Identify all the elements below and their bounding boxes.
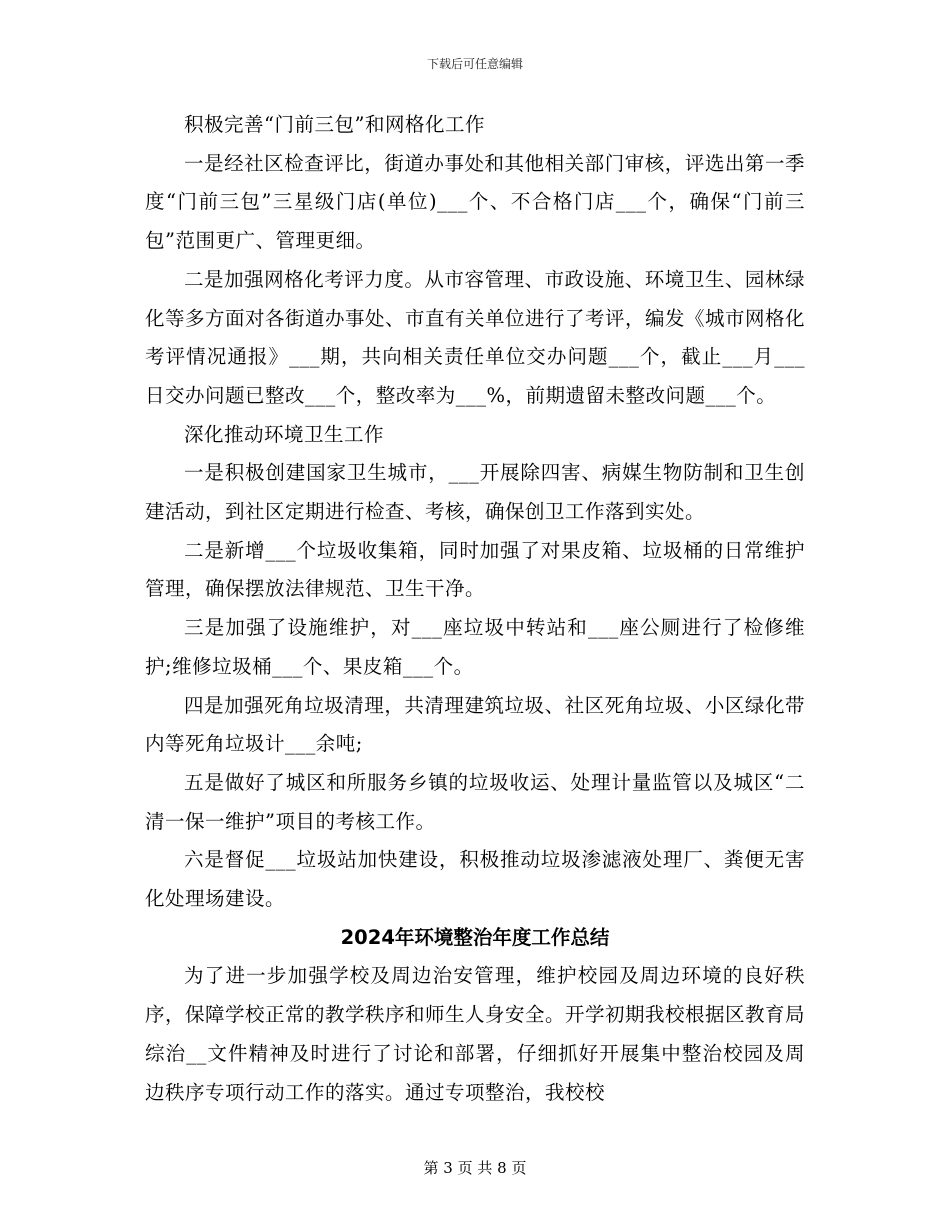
paragraph: 四是加强死角垃圾清理，共清理建筑垃圾、社区死角垃圾、小区绿化带内等死角垃圾计___余吨; xyxy=(145,693,805,756)
paragraph: 二是加强网格化考评力度。从市容管理、市政设施、环境卫生、园林绿化等多方面对各街道办事处、市直有关单位进行了考评，编发《城市网格化考评情况通报》___期，共向相关责任单位交办问题___个，截止___月___日交办问题已整改___个，整改率为___%，前期遗留未整改问题___个。 xyxy=(145,267,806,407)
paragraph: 五是做好了城区和所服务乡镇的垃圾收运、处理计量监管以及城区“二清一保一维护”项目的考核工作。 xyxy=(145,770,805,833)
paragraph: 三是加强了设施维护，对___座垃圾中转站和___座公厕进行了检修维护;维修垃圾桶___个、果皮箱___个。 xyxy=(145,616,805,678)
paragraph: 一是积极创建国家卫生城市，___开展除四害、病媒生物防制和卫生创建活动，到社区定期进行检查、考核，确保创卫工作落到实处。 xyxy=(145,461,805,524)
paragraph-heading-1: 积极完善“门前三包”和网格化工作 xyxy=(184,113,485,136)
paragraph-heading-2: 深化推动环境卫生工作 xyxy=(184,422,385,446)
page-number: 第 3 页 共 8 页 xyxy=(423,1159,527,1177)
paragraph: 为了进一步加强学校及周边治安管理，维护校园及周边环境的良好秩序，保障学校正常的教学秩序和师生人身安全。开学初期我校根据区教育局综治__文件精神及时进行了讨论和部署，仔细抓好开展集中整治校园及周边秩序专项行动工作的落实。通过专项整治，我校校 xyxy=(145,964,806,1104)
paragraph: 二是新增___个垃圾收集箱，同时加强了对果皮箱、垃圾桶的日常维护管理，确保摆放法律规范、卫生干净。 xyxy=(145,538,805,601)
paragraph: 一是经社区检查评比，街道办事处和其他相关部门审核，评选出第一季度“门前三包”三星级门店(单位)___个、不合格门店___个，确保“门前三包”范围更广、管理更细。 xyxy=(145,151,805,253)
paragraph: 六是督促___垃圾站加快建设，积极推动垃圾渗滤液处理厂、粪便无害化处理场建设。 xyxy=(145,848,805,911)
page-header: 下载后可任意编辑 xyxy=(426,57,523,71)
document-body xyxy=(145,106,805,1112)
section-title: 2024年环境整治年度工作总结 xyxy=(340,925,610,949)
